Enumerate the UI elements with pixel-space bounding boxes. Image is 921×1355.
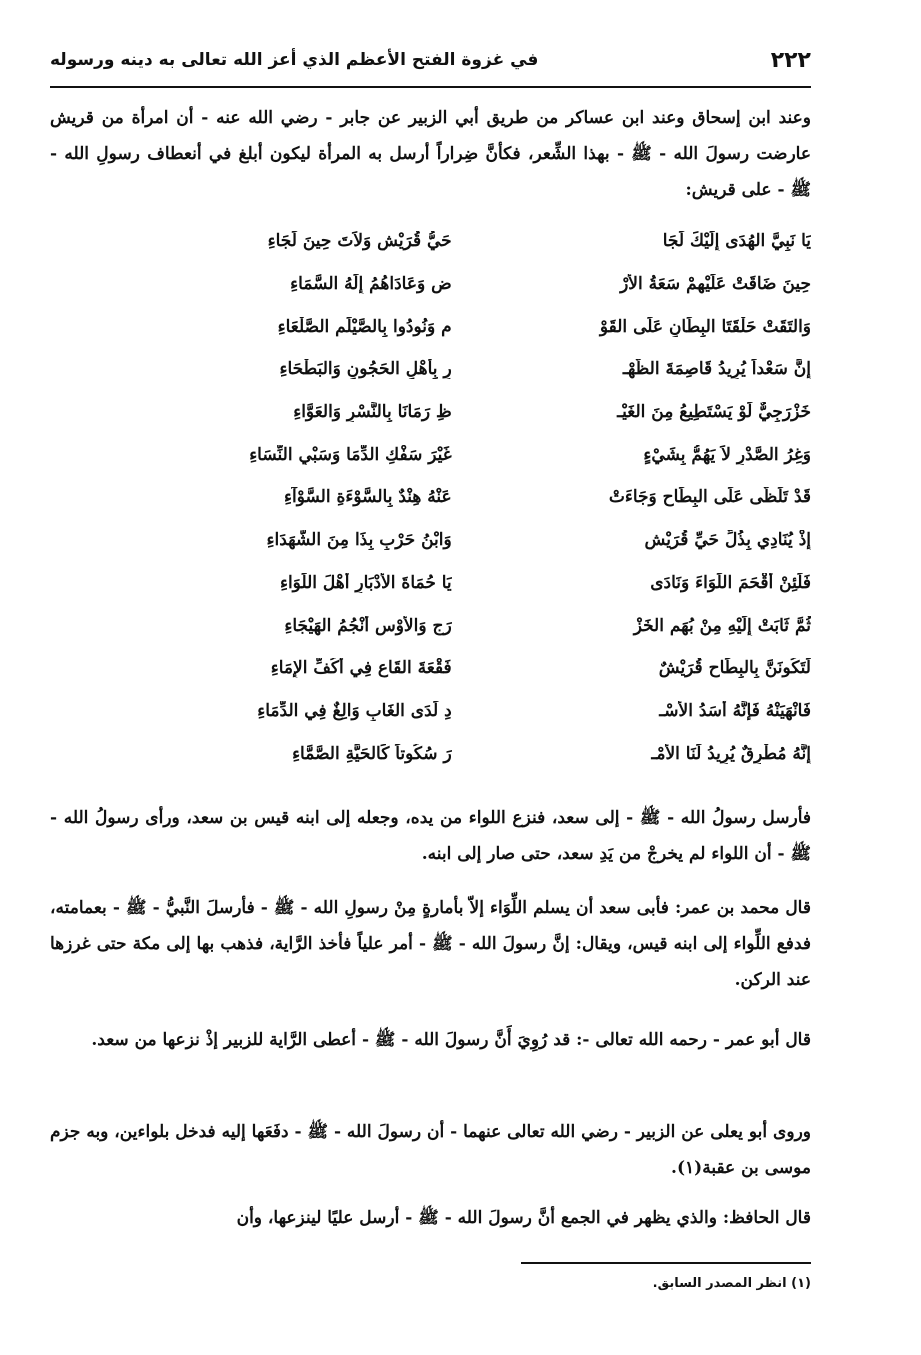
verse-first-hemistich: فَانْهَيَنْهُ فَإِنَّهُ أَسَدُ الأُسْـ bbox=[659, 700, 811, 721]
verse-line bbox=[120, 732, 811, 775]
verse-line bbox=[120, 690, 811, 733]
verse-second-hemistich: رَجِ وَالأَوْسِ أَنْجُمُ الهَيْجَاءِ bbox=[284, 615, 452, 636]
body-paragraph: فأرسل رسولُ الله - ﷺ - إلى سعد، فنزع اللواء من يده، وجعله إلى ابنه قيس بن سعد، ورأى رسولُ الله - ﷺ - أن اللواء لم يخرجْ من يَدِ سعد، حتى صار إلى ابنه. bbox=[50, 808, 811, 864]
running-title: في غزوة الفتح الأعظم الذي أعز الله تعالى به دينه ورسوله bbox=[50, 50, 539, 70]
verse-first-hemistich: خَزْرَجِيٌّ لَوْ يَسْتَطِيعُ مِنَ الغَيْـ bbox=[617, 402, 811, 423]
body-paragraph: قال الحافظ: والذي يظهر في الجمع أنَّ رسولَ الله - ﷺ - أرسل عليًا لينزعها، وأن bbox=[236, 1208, 811, 1228]
body-paragraph: وروى أبو يعلى عن الزبير - رضي الله تعالى عنهما - أن رسولَ الله - ﷺ - دفَعَها إليه فدخل بلواءين، وبه جزم موسى بن عقبة(١). bbox=[50, 1122, 811, 1178]
verse-line bbox=[120, 220, 811, 263]
verse-first-hemistich: ثُمَّ ثَابَتْ إِلَيْهِ مِنْ بُهَمِ الخَزْ bbox=[633, 615, 811, 636]
verse-first-hemistich: وَغِرُ الصَّدْرِ لاَ يَهُمُّ بِشَيْءٍ bbox=[643, 444, 811, 465]
verse-second-hemistich: دِ لَدَى الغَابِ وَالِغٌ فِي الدِّمَاءِ bbox=[257, 700, 452, 721]
verse-line bbox=[120, 647, 811, 690]
page-header bbox=[50, 40, 811, 80]
verse-line bbox=[120, 476, 811, 519]
verse-first-hemistich: فَلَئِنْ أَقْحَمَ اللِّوَاءَ وَنَادَى bbox=[650, 572, 811, 593]
footnote: (١) انظر المصدر السابق. bbox=[652, 1276, 811, 1291]
verse-line bbox=[120, 562, 811, 605]
verse-first-hemistich: قَدْ تَلَظَّى عَلَى البِطَاحِ وَجَاءَتْ bbox=[608, 487, 811, 508]
verse-second-hemistich: حَيُّ قُرَيْشٍ وَلاَتَ حِينَ لَجَاءِ bbox=[267, 231, 452, 252]
verse-first-hemistich: يَا نَبِيَّ الهُدَى إِلَيْكَ لَجَا bbox=[662, 231, 811, 252]
footnote-rule bbox=[521, 1262, 811, 1264]
verse-second-hemistich: يَا حُمَاةَ الأَدْبَارِ أَهْلَ اللِّوَاءِ bbox=[279, 572, 452, 593]
verse-first-hemistich: إِنَّ سَعْداً يُرِيدُ قَاصِمَةَ الظَّهْـ bbox=[622, 359, 811, 380]
verse-second-hemistich: رِ بِأَهْلِ الحَجُونِ وَالبَطْحَاءِ bbox=[279, 359, 452, 380]
intro-paragraph: وعند ابن إسحاق وعند ابن عساكر من طريق أبي الزبير عن جابر - رضي الله عنه - أن امرأة من قريش عارضت رسولَ الله - ﷺ - بهذا الشِّعر، فكأنَّ ضِراراً أرسل به المرأة ليكون أبلغ في أنعطاف رسولِ الله - ﷺ - على قريش: bbox=[50, 108, 811, 200]
verse-second-hemistich: ظِ رَمَانَا بِالنَّسْرِ وَالعَوَّاءِ bbox=[293, 402, 452, 423]
verse-line bbox=[120, 433, 811, 476]
verse-line bbox=[120, 391, 811, 434]
verse-line bbox=[120, 305, 811, 348]
header-rule bbox=[50, 86, 811, 88]
poem bbox=[120, 220, 811, 775]
page-number: ٢٢٢ bbox=[770, 48, 811, 73]
verse-line bbox=[120, 348, 811, 391]
verse-second-hemistich: عَنْهُ هِنْدٌ بِالسَّوْءَةِ السَّوْآءِ bbox=[284, 487, 452, 508]
verse-second-hemistich: غَيْرَ سَفْكِ الدِّمَا وَسَبْيِ النِّسَاءِ bbox=[249, 444, 452, 465]
verse-second-hemistich: وَابْنُ حَرْبٍ بِذَا مِنَ الشُّهَدَاءِ bbox=[266, 530, 452, 551]
verse-first-hemistich: إِذْ يُنَادِي بِذُلِّ حَيِّ قُرَيْشٍ bbox=[644, 530, 811, 551]
verse-first-hemistich: إِنَّهُ مُطْرِقٌ يُرِيدُ لَنَا الأَمْـ bbox=[651, 743, 811, 764]
verse-first-hemistich: وَالتَقَتْ حَلْقَتَا البِطَانِ عَلَى القَوْ bbox=[599, 316, 811, 337]
verse-line bbox=[120, 604, 811, 647]
body-paragraph: قال محمد بن عمر: فأبى سعد أن يسلم اللِّوَاء إلاّ بأمارةٍ مِنْ رسولِ الله - ﷺ - فأرسلَ النَّبيُّ - ﷺ - بعمامته، فدفع اللِّواء إلى ابنه قيس، ويقال: إنَّ رسولَ الله - ﷺ - أمر علياً فأخذ الرَّاية، فذهب بها إلى مكة حتى غرزها عند الركن. bbox=[50, 898, 811, 990]
verse-line bbox=[120, 263, 811, 306]
verse-second-hemistich: رَ سُكُوتاً كَالحَيَّةِ الصَّمَّاءِ bbox=[292, 743, 452, 764]
body-paragraph: قال أبو عمر - رحمه الله تعالى -: قد رُوِيَ أَنَّ رسولَ الله - ﷺ - أعطى الرَّاية للزبير إذْ نزعها من سعد. bbox=[91, 1030, 811, 1050]
verse-first-hemistich: حِينَ ضَاقَتْ عَلَيْهِمْ سَعَةُ الأَرْ bbox=[620, 274, 811, 295]
verse-second-hemistich: ضِ وَعَادَاهُمُ إِلَهُ السَّمَاءِ bbox=[290, 274, 452, 295]
verse-line bbox=[120, 519, 811, 562]
verse-first-hemistich: لَتَكُونَنَّ بِالبِطَاحِ قُرَيْشٌ bbox=[658, 658, 811, 679]
verse-second-hemistich: فَقْعَةَ القَاعِ فِي أَكُفِّ الإِمَاءِ bbox=[270, 658, 452, 679]
verse-second-hemistich: مِ وَنُودُوا بِالصَّيْلَمِ الصَّلْعَاءِ bbox=[277, 316, 452, 337]
